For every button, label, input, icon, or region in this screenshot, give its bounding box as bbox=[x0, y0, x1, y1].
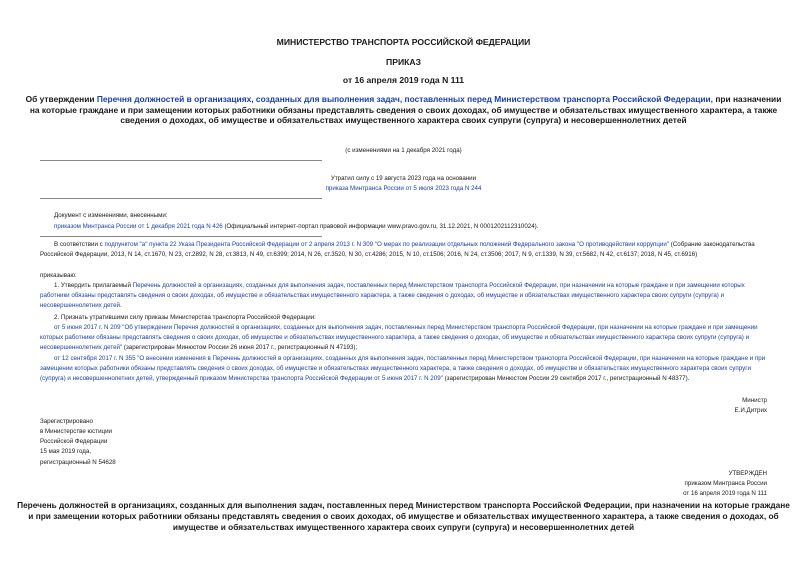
registration-line: Зарегистрировано bbox=[40, 418, 93, 425]
approved-order: приказом Минтранса России bbox=[684, 480, 767, 487]
item-2-intro: 2. Признать утратившими силу приказы Министерства транспорта Российской Федерации: bbox=[54, 314, 316, 321]
item-1-end: . bbox=[119, 302, 122, 310]
changes-note bbox=[54, 222, 775, 232]
approved-date: от 16 апреля 2019 года N 111 bbox=[683, 490, 767, 497]
preamble bbox=[40, 240, 775, 260]
item-2-b bbox=[40, 354, 775, 385]
item-2-b-rest: (зарегистрирован Минюстом России 29 сентября 2017 г., регистрационный N 48377). bbox=[442, 375, 690, 383]
divider bbox=[40, 160, 322, 161]
registration-line: 15 мая 2019 года, bbox=[40, 448, 92, 455]
item-1-link[interactable]: Перечень должностей в организациях, созданных для выполнения задач, поставленных перед Министерством транспорта Российской Федерации, при назначении на которые граждане и при замещении которых работники обязаны представлять сведения о своих доходах, об имуществе и обязательствах имущественного характера, а также сведения о доходах, об имуществе и обязательствах имущественного характера своих супруги (супруга) и несовершеннолетних детей bbox=[40, 282, 745, 310]
ministry-heading: МИНИСТЕРСТВО ТРАНСПОРТА РОССИЙСКОЙ ФЕДЕРАЦИИ bbox=[276, 37, 531, 47]
changes-label: Документ с изменениями, внесенными: bbox=[54, 212, 168, 219]
item-1 bbox=[40, 281, 775, 312]
item-2-a bbox=[40, 323, 775, 354]
preamble-text-2: (Собрание законодательства Российской Федерации, 2013, N 14, ст.1670, N 23, ст.2892, N 28, ст.3813, N 49, ст.6399; 2014, N 26, ст.3520, N 30, ст.4286; 2015, N 10, ст.1506; 2016, N 24, ст.3506; 2017, N 9, ст.1339, N 39, ст.5682, N 42, ст.6137; 2018, N 45, ст.6916) bbox=[40, 241, 755, 259]
changes-link[interactable]: приказом Минтранса России от 1 декабря 2021 года N 426 bbox=[54, 223, 223, 230]
document-title bbox=[20, 94, 787, 126]
registration-line: регистрационный N 54628 bbox=[40, 459, 116, 466]
divider bbox=[40, 198, 322, 199]
expired-link[interactable]: приказа Минтранса России от 5 июля 2023 года N 244 bbox=[325, 185, 482, 192]
doc-date-number: от 16 апреля 2019 года N 111 bbox=[342, 75, 465, 85]
order-word: приказываю: bbox=[40, 272, 77, 279]
item-2-b-link[interactable]: от 12 сентября 2017 г. N 355 "О внесении изменения в Перечень должностей в организациях, созданных для выполнения задач, поставленных перед Министерством транспорта Российской Федерации, при назначении на которые граждане и при замещении которых работники обязаны представлять сведения о своих доходах, об имуществе и обязательствах имущественного характера, а также сведения о доходах, об имуществе и обязательствах имущественного характера своих супруги (супруга) и несовершеннолетних детей, утвержденный приказом Министерства транспорта Российской Федерации от 5 июня 2017 г. N 209" bbox=[40, 355, 766, 383]
divider bbox=[40, 236, 322, 237]
expired-note: Утратил силу с 19 августа 2023 года на основании bbox=[330, 175, 477, 182]
registration-line: в Министерстве юстиции bbox=[40, 428, 113, 435]
doc-type-heading: ПРИКАЗ bbox=[386, 57, 421, 67]
title-rest: при назначении на которые граждане и при замещении которых работники обязаны представлять сведения о своих доходах, об имуществе и обязательствах имущественного характера, а также сведения о доходах, об имуществе и обязательствах имущественного характера своих супруги (супруга) и несовершеннолетних детей bbox=[29, 94, 782, 126]
list-title: Перечень должностей в организациях, созданных для выполнения задач, поставленных перед Министерством транспорта Российской Федерации, при назначении на которые граждане и при замещении которых работники обязаны представлять сведения о своих доходах, об имуществе и обязательствах имущественного характера, а также сведения о доходах, об имуществе и обязательствах имущественного характера своих супруги (супруга) и несовершеннолетних детей bbox=[17, 500, 790, 532]
item-2-a-link[interactable]: от 5 июня 2017 г. N 209 "Об утверждении Перечня должностей в организациях, созданных для выполнения задач, поставленных перед Министерством транспорта Российской Федерации, при назначении на которые граждане и при замещении которых работники обязаны представлять сведения о своих доходах, об имуществе и обязательствах имущественного характера, а также сведения о доходах, об имуществе и обязательствах имущественного характера своих супруги (супруга) и несовершеннолетних детей" bbox=[40, 324, 758, 352]
title-link[interactable]: Перечня должностей в организациях, созданных для выполнения задач, поставленных перед Министерством транспорта Российской Федерации, bbox=[96, 94, 713, 104]
item-1-text: 1. Утвердить прилагаемый bbox=[54, 282, 133, 289]
signer-name: Е.И.Дитрих bbox=[734, 407, 767, 414]
signer-position: Министр bbox=[742, 397, 767, 404]
item-2-a-rest: (зарегистрирован Минюстом России 26 июня 2017 г., регистрационный N 47193); bbox=[122, 344, 358, 352]
preamble-text: В соответствии с bbox=[54, 241, 105, 248]
edition-note: (с изменениями на 1 декабря 2021 года) bbox=[345, 147, 462, 154]
registration-line: Российской Федерации bbox=[40, 438, 108, 445]
title-prefix: Об утверждении bbox=[25, 94, 97, 104]
approved-label: УТВЕРЖДЕН bbox=[728, 470, 767, 477]
changes-rest: (Официальный интернет-портал правовой информации www.pravo.gov.ru, 31.12.2021, N 0001202112310024). bbox=[222, 223, 539, 230]
preamble-link[interactable]: подпунктом "а" пункта 22 Указа Президента Российской Федерации от 2 апреля 2013 г. N 309 "О мерах по реализации отдельных положений Федерального закона "О противодействии коррупции" bbox=[104, 241, 670, 248]
